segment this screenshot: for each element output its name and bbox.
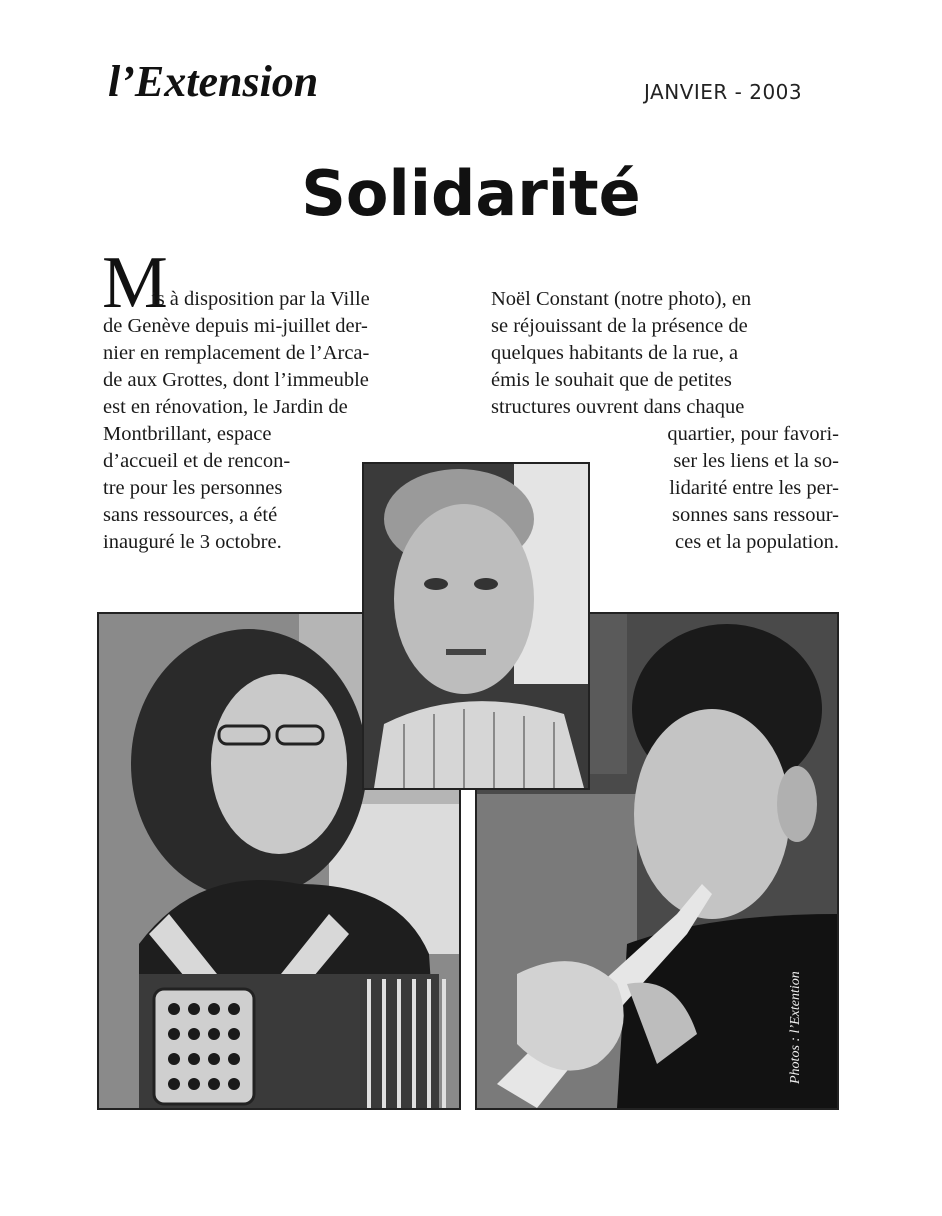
photo-portrait-image (364, 464, 588, 788)
text-line: de aux Grottes, dont l’immeuble (103, 369, 369, 391)
text-line: est en rénovation, le Jardin de (103, 396, 348, 418)
text-line: ces et la population. (675, 531, 839, 553)
text-line: quelques habitants de la rue, a (491, 342, 739, 364)
text-line: inauguré le 3 octobre. (103, 531, 282, 553)
text-line: Montbrillant, espace (103, 423, 272, 445)
drop-cap: M (102, 242, 168, 324)
text-line: se réjouissant de la présence de (491, 315, 748, 337)
text-line: lidarité entre les per- (669, 477, 839, 499)
text-line: d’accueil et de rencon- (103, 450, 291, 472)
text-line: émis le souhait que de petites (491, 369, 732, 391)
text-line: tre pour les personnes (103, 477, 283, 499)
text-line: nier en remplacement de l’Arca- (103, 342, 370, 364)
text-line: sonnes sans ressour- (672, 504, 839, 526)
text-line: de Genève depuis mi-juillet der- (103, 315, 368, 337)
text-line: structures ouvrent dans chaque (491, 396, 745, 418)
text-line: ser les liens et la so- (673, 450, 839, 472)
text-line: Noël Constant (notre photo), en (491, 288, 752, 310)
text-line: quartier, pour favori- (667, 423, 839, 445)
photo-credit: Photos : l’Extention (788, 971, 803, 1084)
issue-date: JANVIER - 2003 (644, 80, 803, 104)
photo-noel-constant (362, 462, 590, 790)
masthead: l’Extension (108, 57, 319, 106)
text-line: is à disposition par la Ville (151, 288, 370, 310)
headline: Solidarité (301, 157, 641, 230)
text-line: sans ressources, a été (103, 504, 278, 526)
